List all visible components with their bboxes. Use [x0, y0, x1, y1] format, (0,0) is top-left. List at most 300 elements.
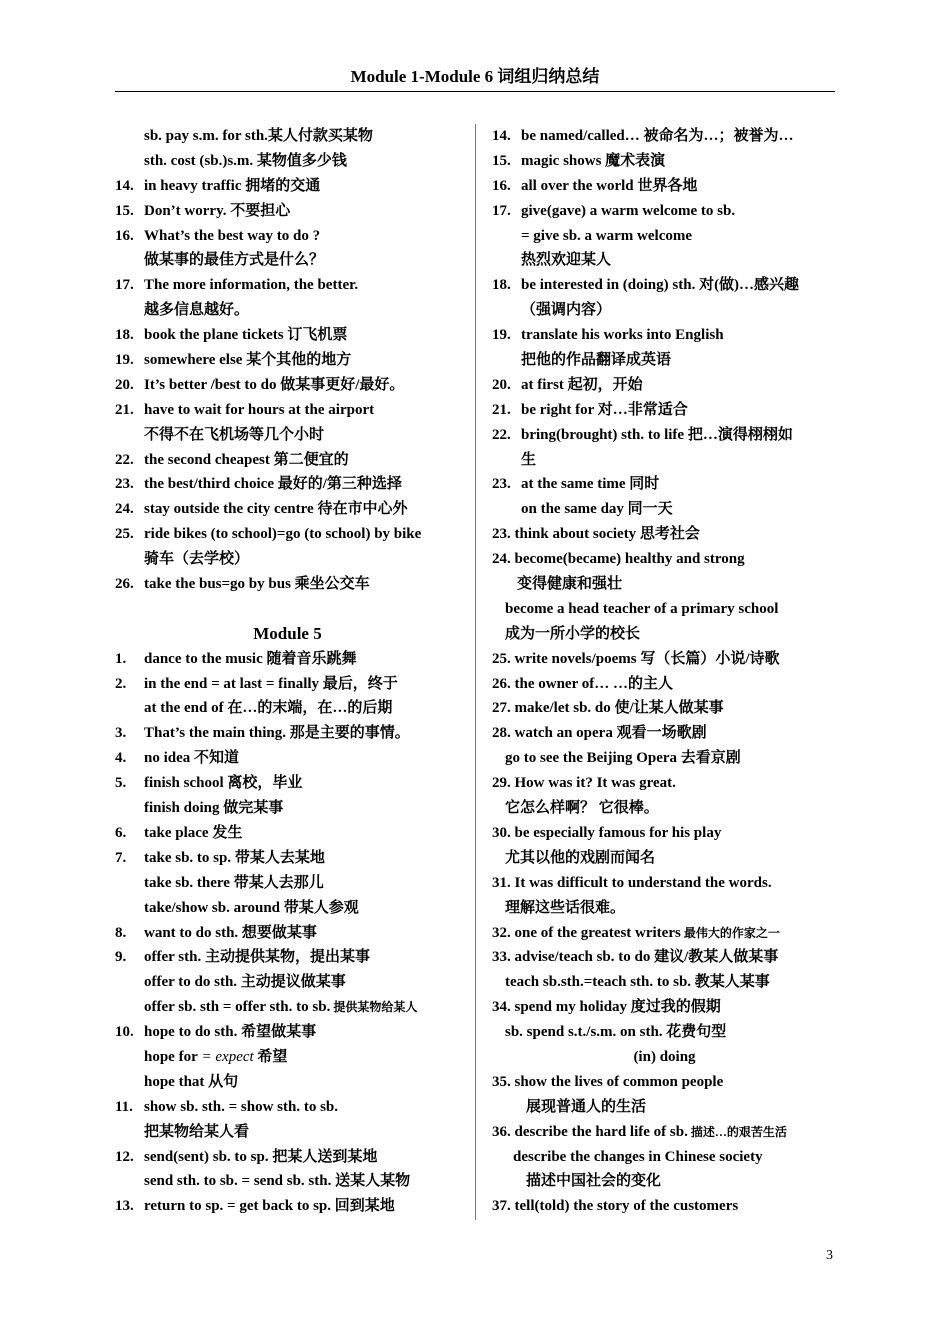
item-number: 1.	[115, 650, 127, 667]
phrase-main: 25. write novels/poems 写（长篇）小说/诗歌	[492, 650, 780, 667]
phrase-main: hope to do sth. 希望做某事	[144, 1024, 317, 1041]
phrase-main: sb. pay s.m. for sth.某人付款买某物	[144, 128, 373, 144]
phrase-line	[492, 796, 837, 821]
phrase-text	[521, 497, 673, 522]
phrase-line	[115, 522, 460, 547]
phrase-main: 它怎么样啊？ 它很棒。	[505, 800, 659, 817]
item-number: 19.	[492, 327, 511, 344]
phrase-main: sth. cost (sb.)s.m. 某物值多少钱	[144, 152, 347, 169]
phrase-text	[144, 995, 417, 1020]
section-heading	[115, 622, 460, 647]
phrase-main: send(sent) sb. to sp. 把某人送到某地	[144, 1148, 378, 1165]
phrase-line	[492, 522, 837, 547]
phrase-line	[492, 547, 837, 572]
phrase-text	[144, 497, 407, 522]
phrase-line	[115, 373, 460, 398]
phrase-line	[115, 896, 460, 921]
phrase-main: 27. make/let sb. do 使/让某人做某事	[492, 700, 724, 717]
phrase-text	[521, 124, 794, 149]
phrase-text	[144, 721, 410, 746]
phrase-text	[521, 224, 692, 249]
item-number: 8.	[115, 924, 127, 941]
phrase-text	[144, 921, 317, 946]
phrase-line	[115, 721, 460, 746]
phrase-line	[115, 323, 460, 348]
phrase-line	[115, 970, 460, 995]
item-number: 25.	[115, 526, 134, 543]
phrase-text	[144, 398, 374, 423]
phrase-main: 31. It was difficult to understand the words.	[492, 874, 772, 891]
item-number: 5.	[115, 775, 127, 792]
phrase-main: stay outside the city centre 待在市中心外	[144, 501, 408, 518]
phrase-line	[115, 423, 460, 448]
phrase-text	[521, 273, 799, 298]
phrase-main: have to wait for hours at the airport	[144, 401, 375, 418]
item-number: 7.	[115, 849, 127, 866]
phrase-text	[144, 896, 359, 921]
item-number: 12.	[115, 1148, 134, 1165]
phrase-text	[521, 199, 735, 224]
phrase-main: offer sb. sth = offer sth. to sb.	[144, 999, 331, 1016]
phrase-main: hope for	[144, 1048, 198, 1065]
phrase-text	[505, 970, 770, 995]
item-number: 10.	[115, 1024, 134, 1041]
phrase-text	[521, 174, 697, 199]
phrase-main: 越多信息越好。	[144, 302, 250, 319]
phrase-line	[492, 497, 837, 522]
phrase-line	[115, 199, 460, 224]
item-number: 19.	[115, 352, 134, 369]
phrase-main: 24. become(became) healthy and strong	[492, 551, 745, 568]
phrase-line	[115, 871, 460, 896]
phrase-text	[144, 672, 398, 697]
phrase-line	[115, 348, 460, 373]
phrase-line	[115, 248, 460, 273]
phrase-text	[521, 348, 671, 373]
phrase-text	[492, 672, 673, 697]
phrase-main: no idea 不知道	[144, 750, 240, 767]
item-number: 23.	[115, 476, 134, 493]
phrase-main: offer to do sth. 主动提议做某事	[144, 974, 346, 991]
phrase-line	[492, 921, 837, 946]
phrase-text	[253, 624, 321, 643]
phrase-line	[492, 224, 837, 249]
column-divider	[475, 124, 476, 1220]
phrase-text	[521, 323, 724, 348]
phrase-line	[492, 572, 837, 597]
phrase-text	[144, 323, 347, 348]
phrase-text	[521, 373, 643, 398]
phrase-line	[492, 995, 837, 1020]
phrase-line	[492, 174, 837, 199]
phrase-main: Module 5	[253, 623, 322, 643]
phrase-main: 34. spend my holiday 度过我的假期	[492, 999, 721, 1016]
phrase-line	[492, 1070, 837, 1095]
phrase-line	[492, 149, 837, 174]
phrase-main: 26. the owner of… …的主人	[492, 675, 673, 692]
phrase-text	[144, 647, 357, 672]
phrase-line	[115, 124, 460, 149]
phrase-main: give(gave) a warm welcome to sb.	[521, 202, 736, 219]
item-number: 20.	[115, 376, 134, 393]
phrase-main: 尤其以他的戏剧而闻名	[505, 849, 656, 866]
phrase-text	[144, 746, 239, 771]
phrase-line	[115, 149, 460, 174]
phrase-line	[492, 348, 837, 373]
phrase-text	[505, 796, 659, 821]
phrase-main: take sb. there 带某人去那儿	[144, 874, 324, 891]
phrase-main: take/show sb. around 带某人参观	[144, 899, 359, 916]
phrase-text	[505, 1020, 726, 1045]
phrase-line	[115, 796, 460, 821]
item-number: 6.	[115, 824, 127, 841]
phrase-line	[115, 273, 460, 298]
phrase-main: in heavy traffic 拥堵的交通	[144, 177, 321, 194]
phrase-small-note: 提供某物给某人	[330, 1000, 418, 1015]
item-number: 14.	[492, 128, 511, 144]
item-number: 20.	[492, 376, 511, 393]
phrase-line	[115, 472, 460, 497]
phrase-main: 29. How was it? It was great.	[492, 775, 676, 792]
phrase-text	[492, 647, 779, 672]
phrase-text	[144, 472, 402, 497]
phrase-line	[492, 1045, 837, 1070]
phrase-line	[492, 746, 837, 771]
phrase-line	[115, 696, 460, 721]
phrase-main: 热烈欢迎某人	[521, 252, 612, 269]
phrase-text	[492, 1070, 723, 1095]
phrase-text	[492, 547, 745, 572]
phrase-text	[521, 398, 688, 423]
item-number: 4.	[115, 750, 127, 767]
phrase-main: 变得健康和强壮	[517, 576, 623, 593]
phrase-text	[144, 1194, 395, 1219]
phrase-line	[115, 224, 460, 249]
page-title: Module 1-Module 6 词组归纳总结	[350, 67, 600, 86]
phrase-main: (in) doing	[633, 1048, 696, 1065]
phrase-text	[144, 273, 358, 298]
phrase-line	[492, 945, 837, 970]
phrase-text	[521, 248, 611, 273]
phrase-main: in the end = at last = finally 最后，终于	[144, 675, 398, 692]
phrase-text	[517, 572, 622, 597]
phrase-line	[492, 896, 837, 921]
item-number: 24.	[115, 501, 134, 518]
phrase-small-note: 描述…的艰苦生活	[687, 1124, 787, 1139]
phrase-text	[144, 1095, 338, 1120]
phrase-line	[115, 497, 460, 522]
phrase-line	[115, 1120, 460, 1145]
phrase-text	[144, 1020, 316, 1045]
phrase-line	[115, 821, 460, 846]
phrase-italic-note: = expect	[197, 1048, 258, 1065]
phrase-text	[492, 821, 721, 846]
phrase-line	[492, 1194, 837, 1219]
phrase-line	[492, 1120, 837, 1145]
phrase-line	[115, 174, 460, 199]
phrase-line	[492, 597, 837, 622]
phrase-tail: 希望	[257, 1048, 288, 1065]
phrase-text	[144, 572, 370, 597]
phrase-line	[492, 124, 837, 149]
phrase-line	[492, 1169, 837, 1194]
phrase-text	[144, 448, 349, 473]
phrase-main: Don’t worry. 不要担心	[144, 202, 291, 219]
phrase-main: translate his works into English	[521, 327, 724, 344]
phrase-main: somewhere else 某个其他的地方	[144, 352, 352, 369]
item-number: 21.	[115, 401, 134, 418]
phrase-line	[115, 945, 460, 970]
phrase-main: 成为一所小学的校长	[505, 625, 641, 642]
phrase-line	[115, 1194, 460, 1219]
item-number: 13.	[115, 1198, 134, 1215]
phrase-main: = give sb. a warm welcome	[521, 227, 693, 244]
phrase-text	[492, 721, 707, 746]
item-number: 2.	[115, 675, 127, 692]
phrase-line	[492, 970, 837, 995]
phrase-line	[492, 448, 837, 473]
phrase-line	[492, 472, 837, 497]
phrase-text	[492, 871, 772, 896]
phrase-main: dance to the music 随着音乐跳舞	[144, 650, 357, 667]
phrase-main: 骑车（去学校）	[144, 551, 250, 568]
phrase-text	[144, 174, 320, 199]
phrase-main: at the end of 在…的末端，在…的后期	[144, 700, 393, 717]
phrase-main: 37. tell(told) the story of the customers	[492, 1198, 739, 1215]
phrase-line	[492, 696, 837, 721]
phrase-main: 30. be especially famous for his play	[492, 824, 722, 841]
phrase-text	[505, 622, 640, 647]
phrase-text	[526, 1169, 661, 1194]
phrase-main: finish doing 做完某事	[144, 800, 284, 817]
item-number: 21.	[492, 401, 511, 418]
phrase-line	[115, 1169, 460, 1194]
phrase-line	[492, 771, 837, 796]
phrase-text	[144, 149, 347, 174]
phrase-line	[115, 672, 460, 697]
phrase-line	[115, 298, 460, 323]
phrase-line	[492, 871, 837, 896]
left-column	[115, 124, 460, 1219]
phrase-line	[492, 373, 837, 398]
page-number: 3	[826, 1248, 833, 1263]
phrase-main: go to see the Beijing Opera 去看京剧	[505, 750, 741, 767]
phrase-text	[526, 1095, 646, 1120]
item-number: 17.	[492, 202, 511, 219]
phrase-text	[144, 298, 249, 323]
item-number: 9.	[115, 949, 127, 966]
phrase-text	[144, 846, 325, 871]
item-number: 18.	[115, 327, 134, 344]
phrase-line	[492, 672, 837, 697]
phrase-text	[505, 597, 778, 622]
item-number: 14.	[115, 177, 134, 194]
item-number: 22.	[115, 451, 134, 468]
phrase-text	[144, 771, 302, 796]
phrase-main: 33. advise/teach sb. to do 建议/教某人做某事	[492, 949, 779, 966]
phrase-main: 32. one of the greatest writers	[492, 924, 681, 941]
phrase-main: teach sb.sth.=teach sth. to sb. 教某人某事	[505, 974, 770, 991]
phrase-text	[492, 995, 721, 1020]
phrase-line	[115, 647, 460, 672]
item-number: 3.	[115, 725, 127, 742]
phrase-text	[521, 448, 536, 473]
phrase-text	[144, 547, 249, 572]
phrase-main: be named/called… 被命名为…；被誉为…	[521, 128, 794, 144]
phrase-text	[505, 746, 741, 771]
phrase-main: bring(brought) sth. to life 把…演得栩栩如	[521, 426, 793, 443]
phrase-text	[144, 1145, 377, 1170]
phrase-main: offer sth. 主动提供某物，提出某事	[144, 949, 370, 966]
phrase-main: 23. think about society 思考社会	[492, 526, 700, 543]
item-number: 16.	[115, 227, 134, 244]
phrase-main: 做某事的最佳方式是什么？	[144, 252, 325, 269]
phrase-text	[144, 796, 283, 821]
phrase-line	[115, 1095, 460, 1120]
phrase-main: become a head teacher of a primary school	[505, 600, 779, 617]
phrase-line	[492, 821, 837, 846]
phrase-main: 36. describe the hard life of sb.	[492, 1123, 688, 1140]
phrase-text	[505, 846, 655, 871]
item-number: 11.	[115, 1098, 133, 1115]
phrase-main: What’s the best way to do ?	[144, 227, 321, 244]
phrase-text	[144, 522, 421, 547]
phrase-text	[144, 348, 351, 373]
phrase-main: 理解这些话很难。	[505, 899, 626, 916]
phrase-line	[492, 622, 837, 647]
phrase-main: the second cheapest 第二便宜的	[144, 451, 349, 468]
phrase-line	[115, 1020, 460, 1045]
phrase-main: return to sp. = get back to sp. 回到某地	[144, 1198, 395, 1215]
phrase-line	[115, 597, 460, 622]
phrase-main: It’s better /best to do 做某事更好/最好。	[144, 376, 405, 393]
phrase-line	[492, 647, 837, 672]
phrase-main: 28. watch an opera 观看一场歌剧	[492, 725, 707, 742]
phrase-line	[115, 1045, 460, 1070]
phrase-line	[492, 1020, 837, 1045]
phrase-main: 不得不在飞机场等几个小时	[144, 426, 325, 443]
phrase-main: the best/third choice 最好的/第三种选择	[144, 476, 402, 493]
phrase-main: hope that 从句	[144, 1073, 239, 1090]
phrase-text	[144, 945, 370, 970]
phrase-text	[492, 696, 724, 721]
phrase-line	[115, 995, 460, 1020]
phrase-main: take the bus=go by bus 乘坐公交车	[144, 576, 370, 593]
phrase-line	[115, 1145, 460, 1170]
phrase-text	[521, 423, 793, 448]
phrase-main: That’s the main thing. 那是主要的事情。	[144, 725, 410, 742]
phrase-line	[492, 199, 837, 224]
phrase-line	[492, 1145, 837, 1170]
phrase-text	[144, 1070, 238, 1095]
phrase-line	[492, 273, 837, 298]
phrase-line	[492, 248, 837, 273]
phrase-text	[521, 298, 611, 323]
phrase-text	[492, 945, 778, 970]
phrase-line	[115, 921, 460, 946]
phrase-main: 把某物给某人看	[144, 1123, 250, 1140]
item-number: 26.	[115, 576, 134, 593]
phrase-text	[492, 1120, 787, 1145]
phrase-text	[144, 1045, 287, 1070]
title-underline	[115, 91, 835, 92]
phrase-line	[115, 746, 460, 771]
phrase-line	[115, 572, 460, 597]
phrase-line	[492, 721, 837, 746]
phrase-line	[115, 398, 460, 423]
item-number: 16.	[492, 177, 511, 194]
phrase-main: book the plane tickets 订飞机票	[144, 327, 348, 344]
item-number: 22.	[492, 426, 511, 443]
phrase-main: describe the changes in Chinese society	[513, 1148, 763, 1165]
phrase-main: （强调内容）	[521, 302, 612, 319]
phrase-main: 35. show the lives of common people	[492, 1073, 724, 1090]
phrase-text	[144, 199, 290, 224]
phrase-main: show sb. sth. = show sth. to sb.	[144, 1098, 339, 1115]
phrase-main: at first 起初，开始	[521, 376, 643, 393]
phrase-text	[144, 696, 392, 721]
phrase-main: 展现普通人的生活	[526, 1098, 647, 1115]
phrase-text	[144, 224, 320, 249]
phrase-text	[505, 896, 625, 921]
phrase-text	[513, 1145, 763, 1170]
phrase-text	[144, 423, 324, 448]
phrase-main: 生	[521, 451, 537, 468]
phrase-text	[521, 149, 665, 174]
phrase-main: be right for 对…非常适合	[521, 401, 688, 418]
phrase-text	[144, 1120, 249, 1145]
phrase-line	[115, 1070, 460, 1095]
phrase-line	[492, 298, 837, 323]
phrase-line	[115, 846, 460, 871]
phrase-text	[144, 124, 373, 149]
phrase-main: at the same time 同时	[521, 476, 660, 493]
phrase-text	[521, 472, 659, 497]
phrase-main: send sth. to sb. = send sb. sth. 送某人某物	[144, 1173, 411, 1190]
item-number: 15.	[492, 152, 511, 169]
phrase-text	[492, 771, 676, 796]
item-number: 15.	[115, 202, 134, 219]
phrase-line	[492, 323, 837, 348]
phrase-main: on the same day 同一天	[521, 501, 673, 518]
phrase-main: take sb. to sp. 带某人去某地	[144, 849, 325, 866]
phrase-main: be interested in (doing) sth. 对(做)…感兴趣	[521, 277, 800, 294]
phrase-text	[492, 522, 700, 547]
phrase-text	[492, 1194, 738, 1219]
phrase-main: take place 发生	[144, 824, 243, 841]
phrase-line	[492, 1095, 837, 1120]
item-number: 18.	[492, 277, 511, 294]
item-number: 17.	[115, 277, 134, 294]
phrase-text	[492, 1045, 837, 1070]
phrase-main: finish school 离校，毕业	[144, 775, 303, 792]
phrase-text	[144, 871, 324, 896]
phrase-line	[492, 846, 837, 871]
phrase-line	[115, 547, 460, 572]
phrase-line	[492, 398, 837, 423]
phrase-main: all over the world 世界各地	[521, 177, 698, 194]
phrase-text	[144, 821, 242, 846]
phrase-main: want to do sth. 想要做某事	[144, 924, 317, 941]
phrase-text	[492, 921, 780, 946]
item-number: 23.	[492, 476, 511, 493]
phrase-line	[115, 771, 460, 796]
phrase-main: 把他的作品翻译成英语	[521, 352, 672, 369]
right-column	[492, 124, 837, 1219]
phrase-main: ride bikes (to school)=go (to school) by bike	[144, 526, 422, 543]
phrase-text	[144, 248, 324, 273]
phrase-main: The more information, the better.	[144, 277, 359, 294]
